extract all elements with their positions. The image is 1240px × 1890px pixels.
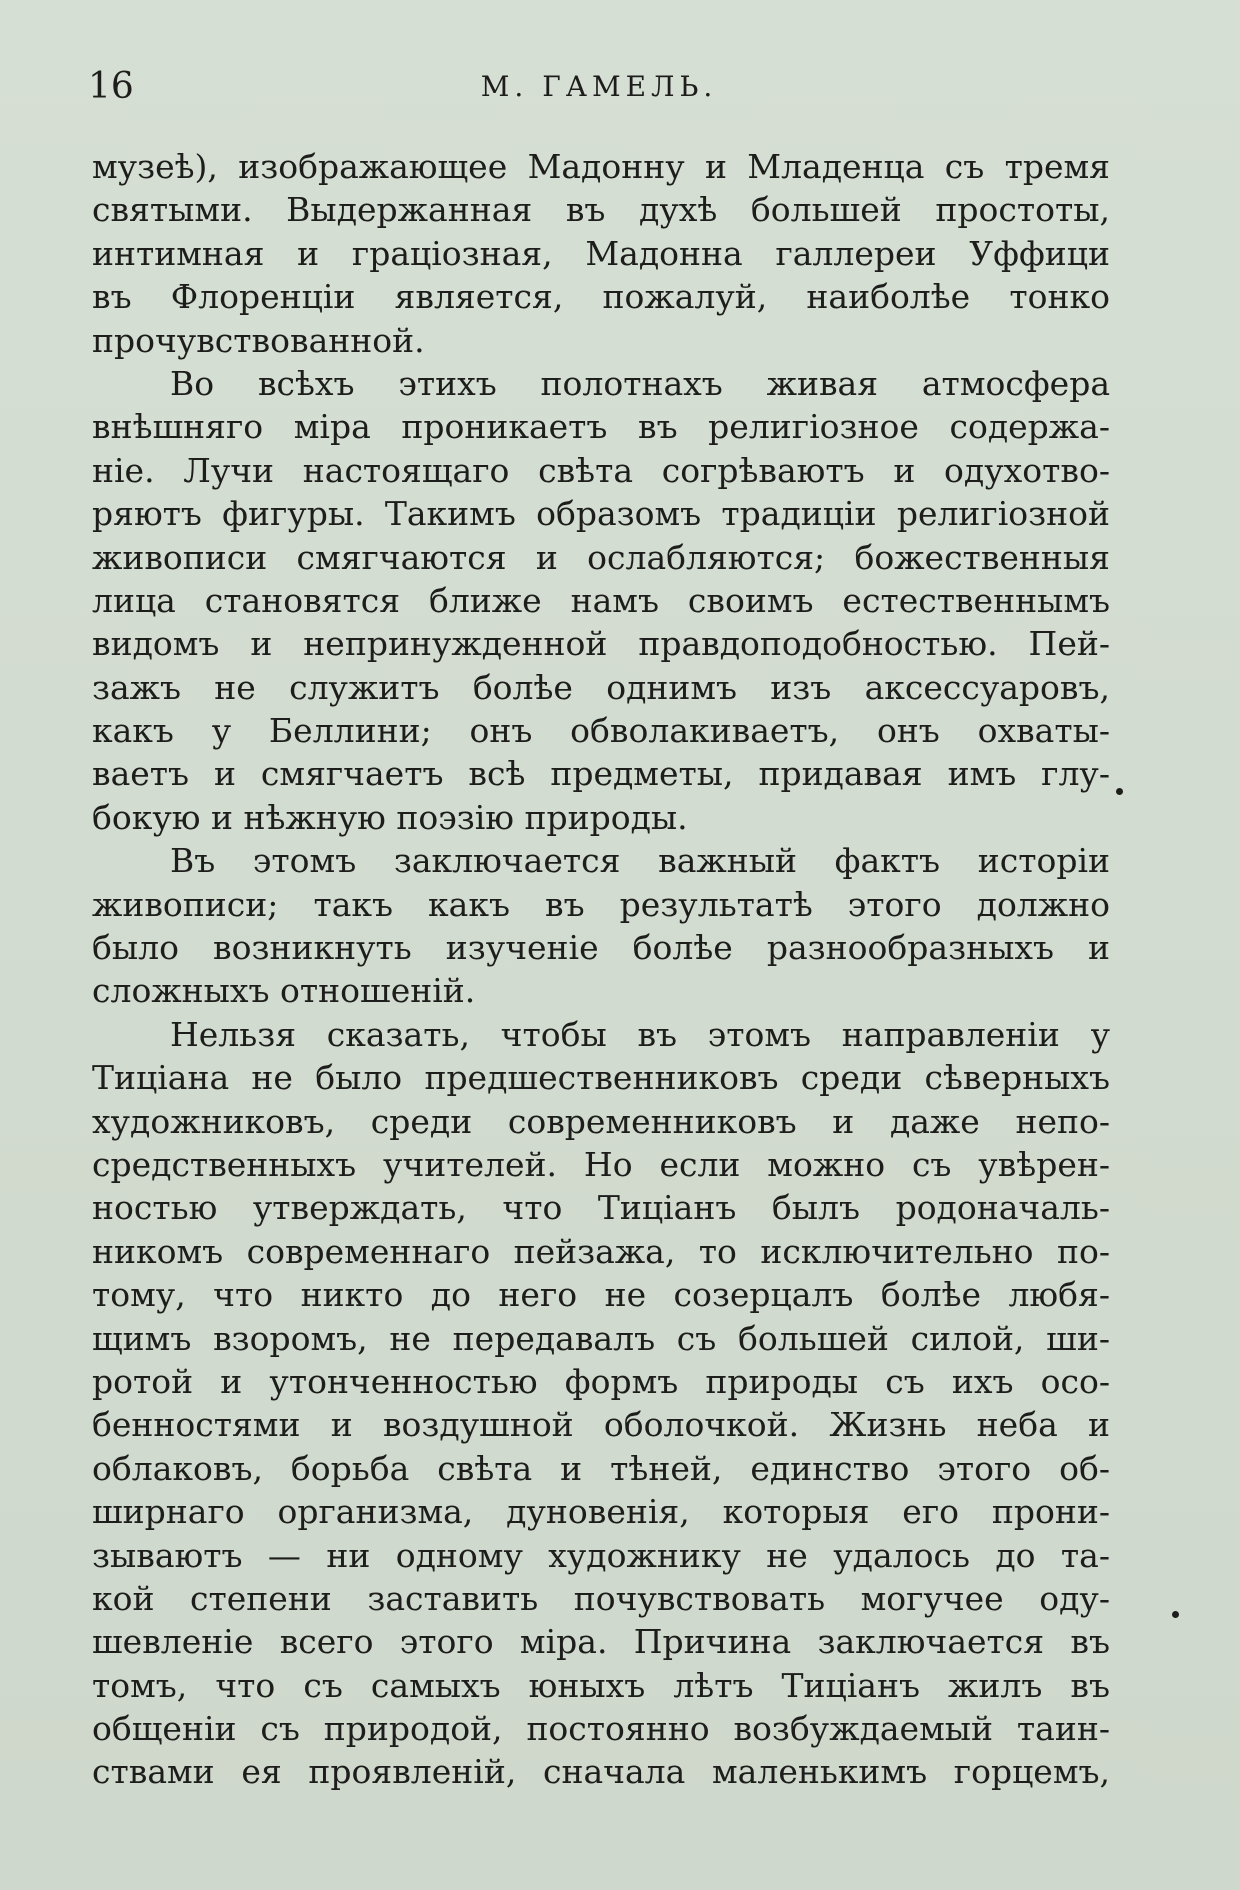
paragraph-start: Во всѣхъ этихъ полотнахъ живая атмосфера	[170, 363, 1110, 403]
text-line: зажъ не служитъ болѣе однимъ изъ аксессуаровъ,	[92, 667, 1110, 707]
text-line: облаковъ, борьба свѣта и тѣней, единство этого об-	[92, 1448, 1110, 1488]
margin-mark	[1116, 788, 1123, 795]
text-line: Тиціана не было предшественниковъ среди сѣверныхъ	[92, 1058, 1110, 1098]
text-line: общеніи съ природой, постоянно возбуждаемый таин-	[92, 1709, 1110, 1749]
text-line: живописи смягчаются и ослабляются; божественныя	[92, 537, 1110, 577]
text-line: ротой и утонченностью формъ природы съ ихъ осо-	[92, 1361, 1110, 1401]
text-line: внѣшняго міра проникаетъ въ религіозное содержа-	[92, 407, 1110, 447]
text-line: ваетъ и смягчаетъ всѣ предметы, придавая имъ глу-	[92, 754, 1110, 794]
text-line: ностью утверждать, что Тиціанъ былъ родоначаль-	[92, 1188, 1110, 1228]
text-line: никомъ современнаго пейзажа, то исключительно по-	[92, 1231, 1110, 1271]
text-line: сложныхъ отношеній.	[92, 971, 476, 1011]
text-line: видомъ и непринужденной правдоподобностью. Пей-	[92, 624, 1110, 664]
text-line: было возникнуть изученіе болѣе разнообразныхъ и	[92, 928, 1110, 968]
text-line: тому, что никто до него не созерцалъ болѣе любя-	[92, 1275, 1110, 1315]
body-text	[92, 145, 1110, 1794]
text-line: томъ, что съ самыхъ юныхъ лѣтъ Тиціанъ жилъ въ	[92, 1665, 1110, 1705]
text-line: лица становятся ближе намъ своимъ естественнымъ	[92, 580, 1110, 620]
text-line: ширнаго организма, дуновенія, которыя его прони-	[92, 1492, 1110, 1532]
margin-mark	[1172, 1611, 1179, 1618]
text-line: интимная и граціозная, Мадонна галлереи Уффици	[92, 233, 1110, 273]
text-line: прочувствованной.	[92, 320, 425, 360]
text-line: ряютъ фигуры. Такимъ образомъ традиціи религіозной	[92, 494, 1110, 534]
text-line: средственныхъ учителей. Но если можно съ увѣрен-	[92, 1144, 1110, 1184]
text-line: шевленіе всего этого міра. Причина заключается въ	[92, 1622, 1110, 1662]
paragraph-start: Въ этомъ заключается важный фактъ исторіи	[170, 841, 1110, 881]
paragraph-start: Нельзя сказать, чтобы въ этомъ направленіи у	[170, 1014, 1110, 1054]
page-number: 16	[88, 66, 134, 107]
text-line: бокую и нѣжную поэзію природы.	[92, 797, 688, 837]
text-line: святыми. Выдержанная въ духѣ большей простоты,	[92, 190, 1110, 230]
text-line: какъ у Беллини; онъ обволакиваетъ, онъ охваты-	[92, 711, 1110, 751]
text-line: живописи; такъ какъ въ результатѣ этого должно	[92, 884, 1110, 924]
text-line: ніе. Лучи настоящаго свѣта согрѣваютъ и одухотво-	[92, 450, 1110, 490]
text-line: зываютъ — ни одному художнику не удалось до та-	[92, 1535, 1110, 1575]
text-line: музеѣ), изображающее Мадонну и Младенца съ тремя	[92, 147, 1110, 186]
text-line: художниковъ, среди современниковъ и даже непо-	[92, 1101, 1110, 1141]
text-line: кой степени заставить почувствовать могучее оду-	[92, 1578, 1110, 1618]
text-line: ствами ея проявленій, сначала маленькимъ горцемъ,	[92, 1752, 1110, 1792]
running-title: М. ГАМЕЛЬ.	[480, 70, 718, 103]
text-line: щимъ взоромъ, не передавалъ съ большей силой, ши-	[92, 1318, 1110, 1358]
running-head	[88, 62, 1110, 112]
text-line: бенностями и воздушной оболочкой. Жизнь неба и	[92, 1405, 1110, 1445]
text-line: въ Флоренціи является, пожалуй, наиболѣе тонко	[92, 277, 1110, 317]
